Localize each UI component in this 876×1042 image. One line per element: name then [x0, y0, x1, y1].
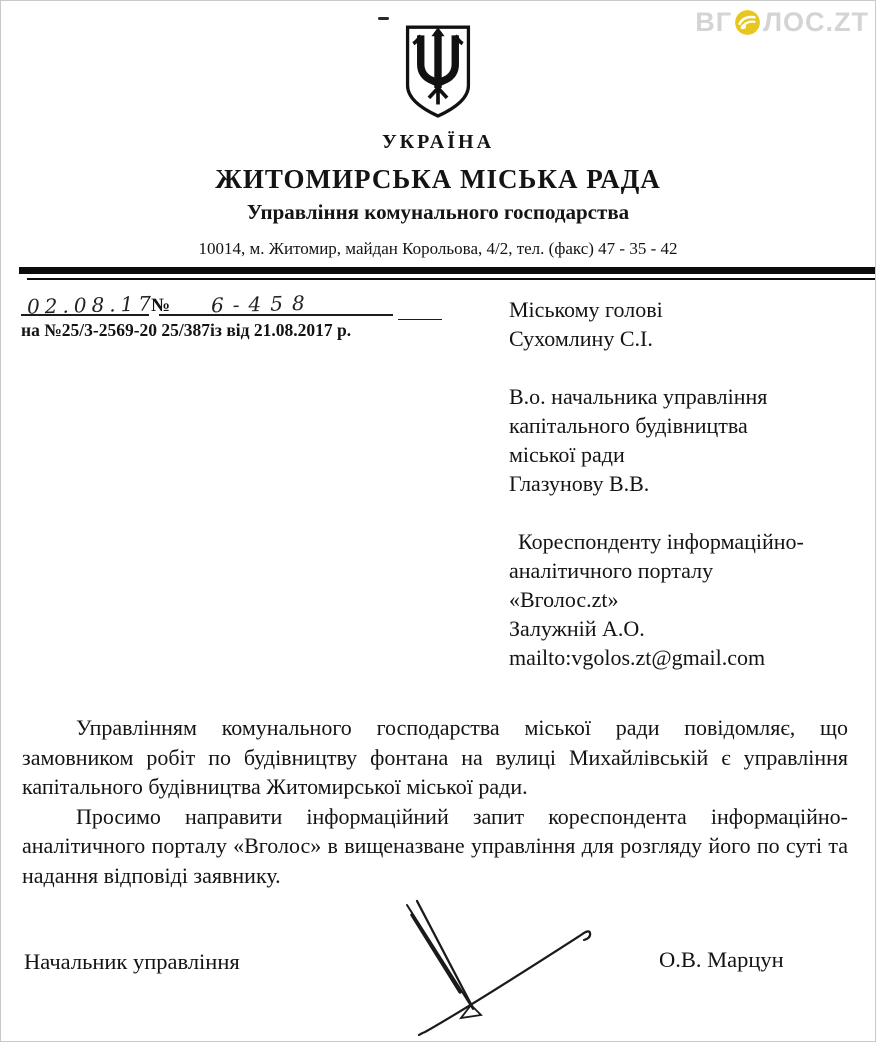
address-line: 10014, м. Житомир, майдан Корольова, 4/2, тел. (факс) 47 - 35 - 42: [198, 239, 678, 258]
underline-segment: [398, 319, 442, 320]
vgolos-watermark: [695, 7, 869, 38]
signer-name: О.В. Марцун: [659, 947, 784, 972]
recipient-line: міської ради: [509, 442, 625, 467]
recipient-line: В.о. начальника управління: [509, 384, 768, 409]
watermark-prefix: ВГ: [695, 7, 733, 37]
divider-thick-rule: [19, 267, 875, 274]
vgolos-signal-icon: [734, 9, 761, 36]
handwritten-outgoing-number: 6-458: [210, 290, 314, 318]
pen-mark: [378, 17, 389, 20]
body-paragraph-2: Просимо направити інформаційний запит кореспондента інформаційно-аналітичного порталу «Вголос» в вищеназване управління для розгляду його по суті та надання відповіді заявнику.: [22, 803, 848, 888]
recipients-block: [509, 295, 857, 701]
department-title: Управління комунального господарства: [246, 200, 630, 224]
recipient-line: Кореспонденту інформаційно-: [518, 529, 804, 554]
recipient-line: аналітичного порталу: [509, 558, 714, 583]
underline-segment: [159, 314, 393, 316]
watermark-suffix: ЛОС.ZT: [763, 7, 869, 37]
letter-body: [22, 713, 848, 890]
recipient-line: капітального будівництва: [509, 413, 748, 438]
divider-thin-rule: [27, 278, 875, 280]
recipient-line: Глазунову В.В.: [509, 471, 650, 496]
handwritten-signature: [381, 889, 661, 1042]
recipient-correspondent: [509, 527, 857, 672]
organization-title: ЖИТОМИРСЬКА МІСЬКА РАДА: [215, 164, 661, 194]
signer-title: Начальник управління: [24, 949, 240, 974]
recipient-line: Сухомлину С.І.: [509, 326, 653, 351]
recipient-construction-head: [509, 382, 857, 498]
recipient-line: «Вголос.zt»: [509, 587, 619, 612]
body-paragraph-1: Управлінням комунального господарства міської ради повідомляє, що замовником робіт по будівництву фонтана на вулиці Михайлівській є управління капітального будівництва Житомирської міської ради.: [22, 715, 848, 799]
recipient-mayor: [509, 295, 857, 353]
handwritten-outgoing-date: 02.08.17: [26, 291, 157, 319]
recipient-email: mailto:vgolos.zt@gmail.com: [509, 645, 766, 670]
recipient-line: Міському голові: [509, 297, 663, 322]
country-title: УКРАЇНА: [381, 131, 495, 153]
reply-reference-line: на №25/3-2569-20 25/387із від 21.08.2017 р.: [21, 320, 352, 340]
number-sign: №: [151, 295, 171, 316]
underline-segment: [21, 314, 149, 316]
ukraine-trident-emblem: [401, 19, 475, 125]
recipient-line: Залужній А.О.: [509, 616, 645, 641]
